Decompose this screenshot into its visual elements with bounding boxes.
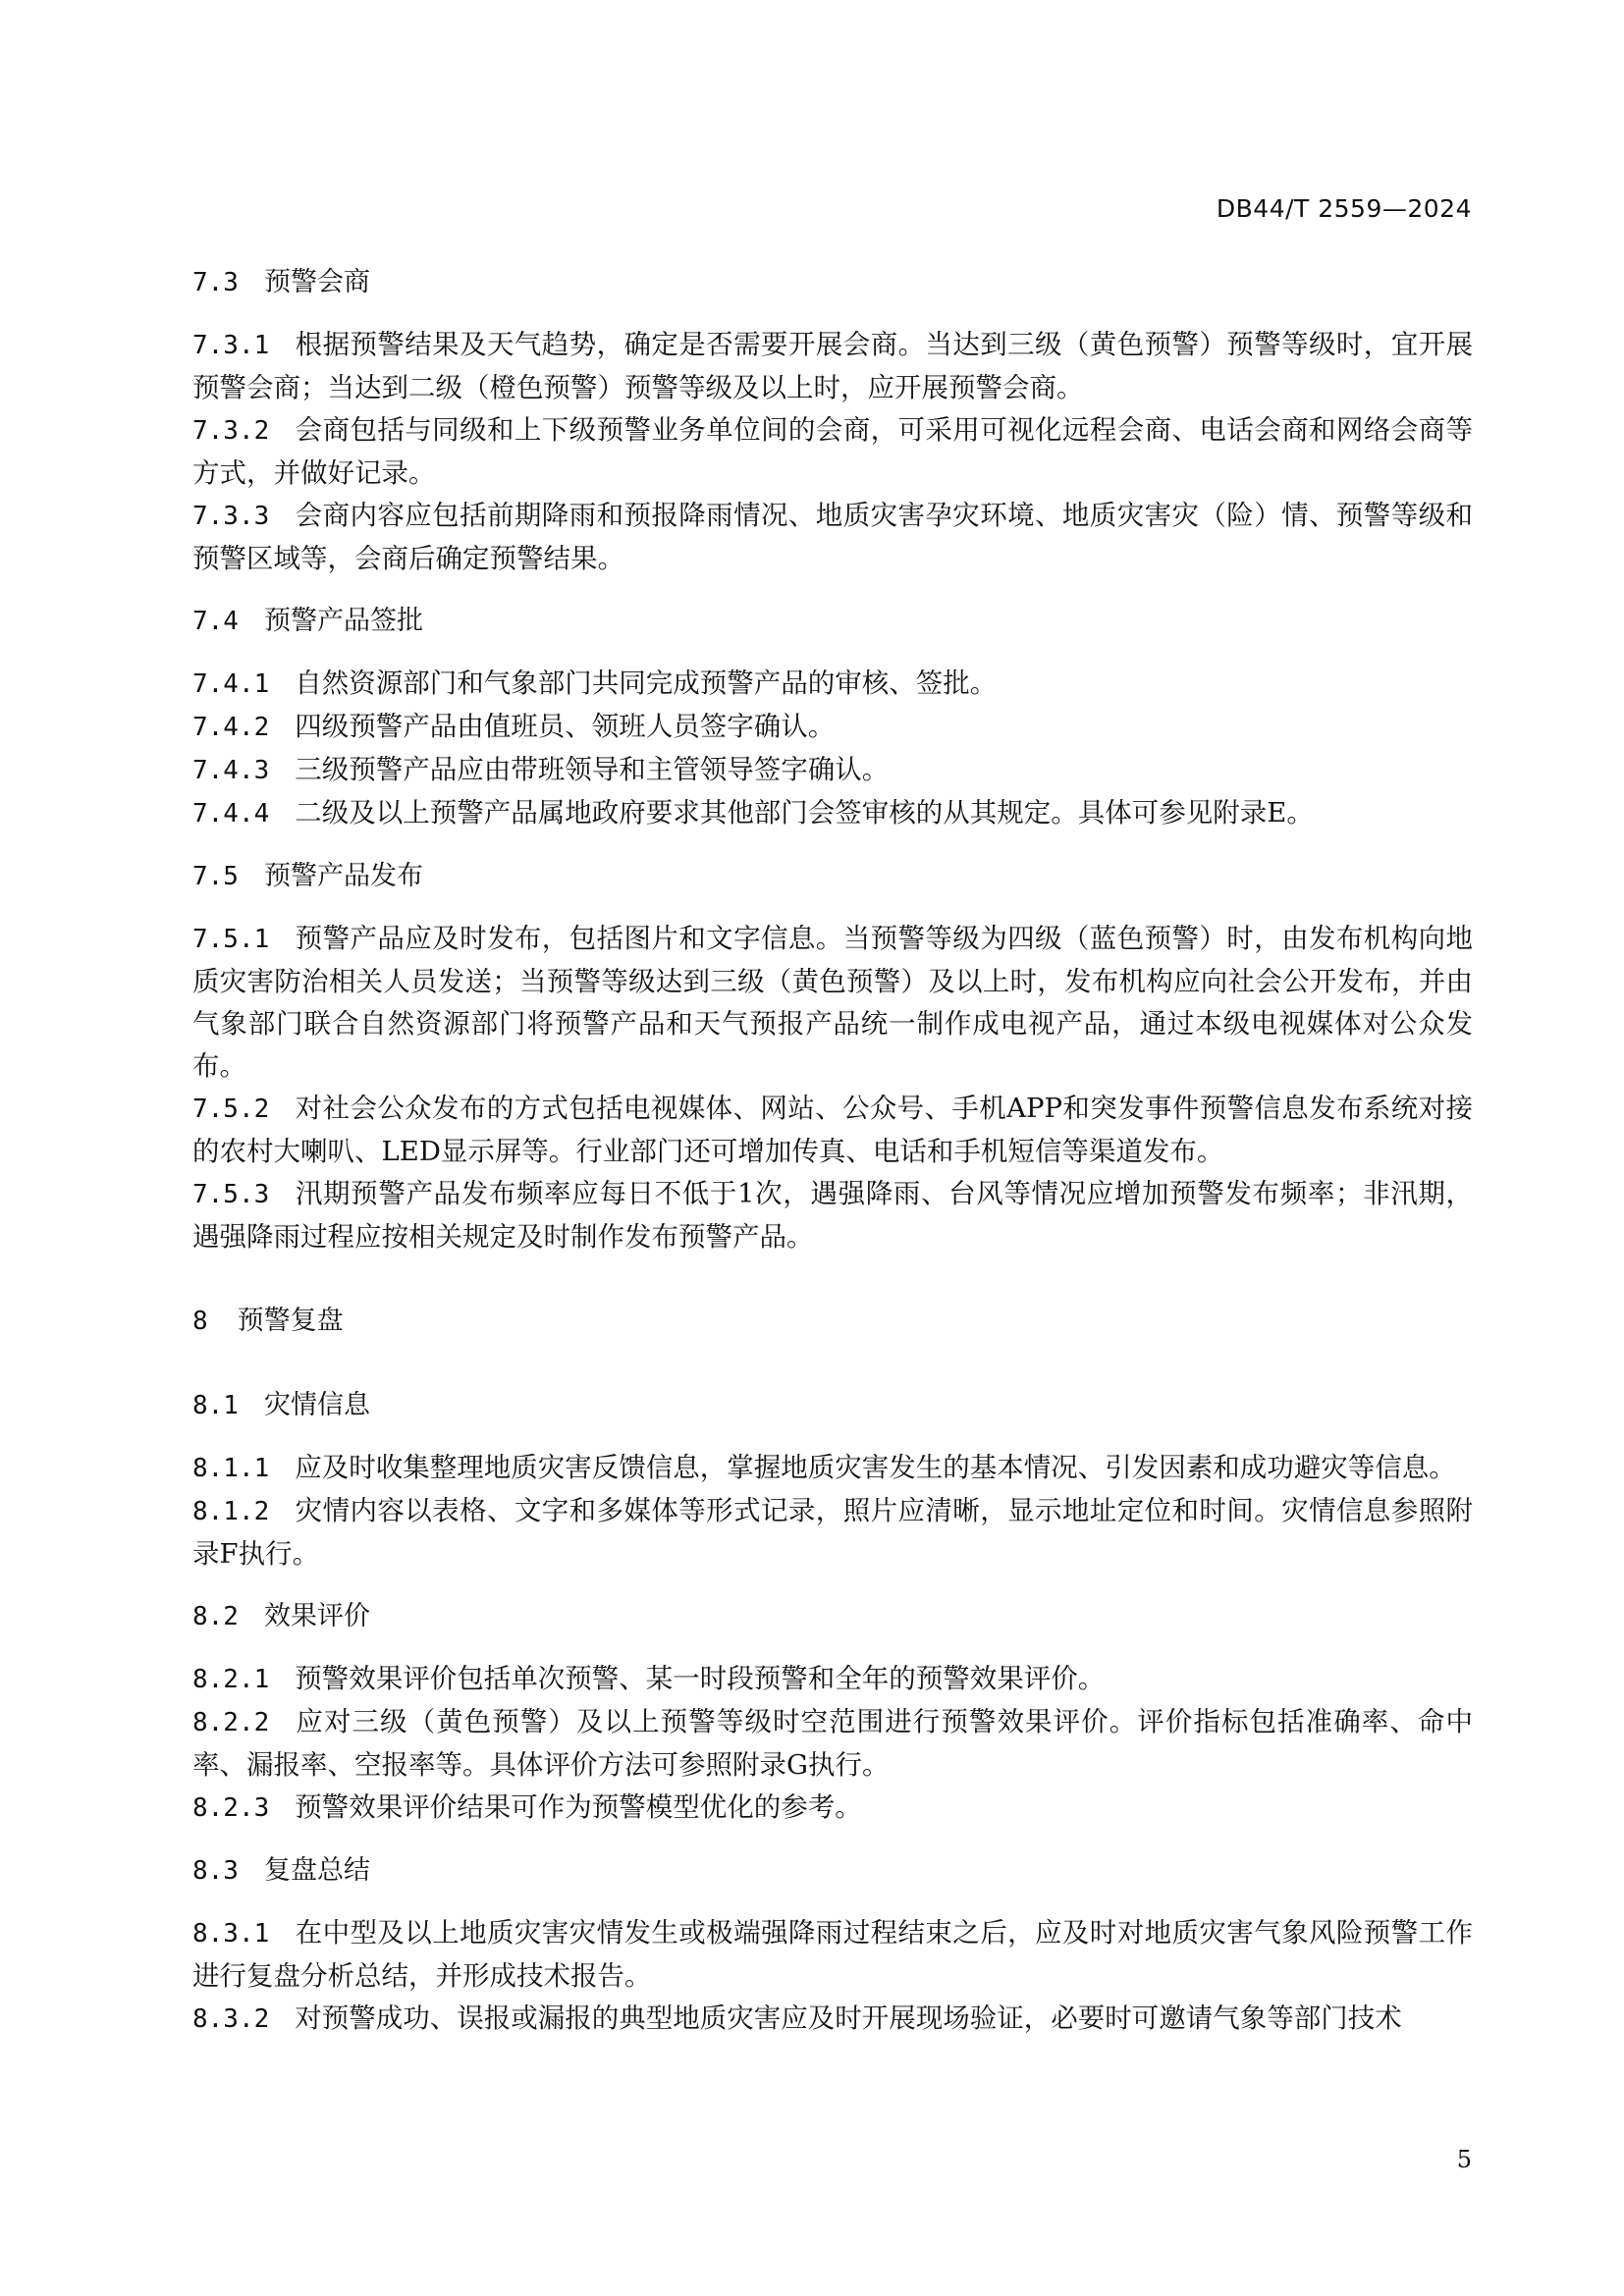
clause-7-3-3 bbox=[192, 495, 1473, 580]
clause-number: 7.3.3 bbox=[192, 502, 270, 531]
section-heading-7-4 bbox=[192, 600, 1473, 643]
clause-text: 自然资源部门和气象部门共同完成预警产品的审核、签批。 bbox=[295, 667, 998, 699]
section-number: 8.1 bbox=[192, 1391, 239, 1420]
clause-number: 7.4.3 bbox=[192, 756, 270, 785]
clause-text: 根据预警结果及天气趋势，确定是否需要开展会商。当达到三级（黄色预警）预警等级时，宜开展预警会商；当达到二级（橙色预警）预警等级及以上时，应开展预警会商。 bbox=[192, 329, 1473, 403]
clause-8-3-2 bbox=[192, 1998, 1473, 2041]
page-number: 5 bbox=[1456, 2146, 1472, 2173]
clause-number: 7.5.3 bbox=[192, 1180, 270, 1209]
document-body bbox=[192, 261, 1473, 2041]
clause-text: 在中型及以上地质灾害灾情发生或极端强降雨过程结束之后，应及时对地质灾害气象风险预警工作进行复盘分析总结，并形成技术报告。 bbox=[192, 1917, 1473, 1992]
section-title: 效果评价 bbox=[263, 1601, 370, 1631]
clause-number: 7.4.2 bbox=[192, 713, 270, 742]
section-heading-8-3 bbox=[192, 1849, 1473, 1893]
clause-text: 对预警成功、误报或漏报的典型地质灾害应及时开展现场验证，必要时可邀请气象等部门技术 bbox=[295, 2002, 1402, 2034]
clause-text: 预警产品应及时发布，包括图片和文字信息。当预警等级为四级（蓝色预警）时，由发布机构向地质灾害防治相关人员发送；当预警等级达到三级（黄色预警）及以上时，发布机构应向社会公开发布，并由气象部门联合自然资源部门将预警产品和天气预报产品统一制作成电视产品，通过本级电视媒体对公众发布。 bbox=[192, 923, 1473, 1082]
section-title: 灾情信息 bbox=[263, 1390, 370, 1420]
clause-8-3-1 bbox=[192, 1912, 1473, 1998]
section-title: 预警产品发布 bbox=[263, 861, 423, 891]
clause-7-4-2 bbox=[192, 706, 1473, 749]
clause-8-2-2 bbox=[192, 1701, 1473, 1787]
clause-number: 8.1.2 bbox=[192, 1497, 270, 1526]
clause-number: 8.3.1 bbox=[192, 1919, 270, 1949]
section-heading-7-3 bbox=[192, 261, 1473, 304]
clause-text: 三级预警产品应由带班领导和主管领导签字确认。 bbox=[295, 754, 890, 785]
section-heading-8-2 bbox=[192, 1595, 1473, 1638]
clause-8-2-3 bbox=[192, 1787, 1473, 1830]
clause-7-3-1 bbox=[192, 324, 1473, 409]
clause-number: 7.5.1 bbox=[192, 925, 270, 954]
clause-7-4-3 bbox=[192, 749, 1473, 792]
clause-7-5-1 bbox=[192, 918, 1473, 1088]
clause-number: 7.5.2 bbox=[192, 1095, 270, 1124]
clause-7-4-1 bbox=[192, 663, 1473, 706]
clause-8-2-1 bbox=[192, 1658, 1473, 1701]
section-number: 7.4 bbox=[192, 607, 239, 636]
clause-number: 8.2.1 bbox=[192, 1665, 270, 1694]
clause-number: 8.2.2 bbox=[192, 1708, 270, 1737]
clause-7-5-3 bbox=[192, 1173, 1473, 1258]
chapter-number: 8 bbox=[192, 1307, 208, 1336]
section-number: 7.5 bbox=[192, 862, 239, 891]
clause-number: 7.4.4 bbox=[192, 799, 270, 828]
clause-text: 汛期预警产品发布频率应每日不低于1次，遇强降雨、台风等情况应增加预警发布频率；非汛期，遇强降雨过程应按相关规定及时制作发布预警产品。 bbox=[192, 1178, 1473, 1253]
clause-text: 应对三级（黄色预警）及以上预警等级时空范围进行预警效果评价。评价指标包括准确率、命中率、漏报率、空报率等。具体评价方法可参照附录G执行。 bbox=[192, 1706, 1473, 1781]
clause-8-1-2 bbox=[192, 1490, 1473, 1575]
clause-text: 对社会公众发布的方式包括电视媒体、网站、公众号、手机APP和突发事件预警信息发布系统对接的农村大喇叭、LED显示屏等。行业部门还可增加传真、电话和手机短信等渠道发布。 bbox=[192, 1093, 1473, 1167]
section-title: 预警产品签批 bbox=[263, 606, 423, 636]
section-number: 7.3 bbox=[192, 268, 239, 297]
document-code: DB44/T 2559—2024 bbox=[1216, 194, 1472, 223]
clause-text: 预警效果评价结果可作为预警模型优化的参考。 bbox=[295, 1791, 862, 1823]
clause-number: 7.3.1 bbox=[192, 331, 270, 360]
clause-text: 灾情内容以表格、文字和多媒体等形式记录，照片应清晰，显示地址定位和时间。灾情信息参照附录F执行。 bbox=[192, 1495, 1473, 1570]
clause-number: 8.2.3 bbox=[192, 1793, 270, 1823]
chapter-title: 预警复盘 bbox=[237, 1306, 344, 1336]
clause-7-5-2 bbox=[192, 1088, 1473, 1173]
section-number: 8.2 bbox=[192, 1602, 239, 1631]
clause-text: 四级预警产品由值班员、领班人员签字确认。 bbox=[295, 711, 836, 742]
clause-7-4-4 bbox=[192, 792, 1473, 835]
clause-text: 二级及以上预警产品属地政府要求其他部门会签审核的从其规定。具体可参见附录E。 bbox=[295, 797, 1314, 828]
clause-text: 预警效果评价包括单次预警、某一时段预警和全年的预警效果评价。 bbox=[295, 1663, 1106, 1694]
clause-number: 8.3.2 bbox=[192, 2004, 270, 2034]
section-title: 预警会商 bbox=[263, 267, 370, 297]
clause-number: 7.3.2 bbox=[192, 416, 270, 446]
clause-text: 会商包括与同级和上下级预警业务单位间的会商，可采用可视化远程会商、电话会商和网络会商等方式，并做好记录。 bbox=[192, 414, 1473, 489]
clause-text: 应及时收集整理地质灾害反馈信息，掌握地质灾害发生的基本情况、引发因素和成功避灾等信息。 bbox=[295, 1452, 1456, 1483]
clause-8-1-1 bbox=[192, 1447, 1473, 1490]
section-heading-7-5 bbox=[192, 855, 1473, 898]
section-heading-8-1 bbox=[192, 1384, 1473, 1427]
clause-7-3-2 bbox=[192, 409, 1473, 495]
clause-number: 7.4.1 bbox=[192, 669, 270, 699]
section-title: 复盘总结 bbox=[263, 1855, 370, 1886]
clause-text: 会商内容应包括前期降雨和预报降雨情况、地质灾害孕灾环境、地质灾害灾（险）情、预警等级和预警区域等，会商后确定预警结果。 bbox=[192, 500, 1473, 574]
chapter-heading-8 bbox=[192, 1300, 1473, 1343]
clause-number: 8.1.1 bbox=[192, 1454, 270, 1483]
section-number: 8.3 bbox=[192, 1856, 239, 1886]
